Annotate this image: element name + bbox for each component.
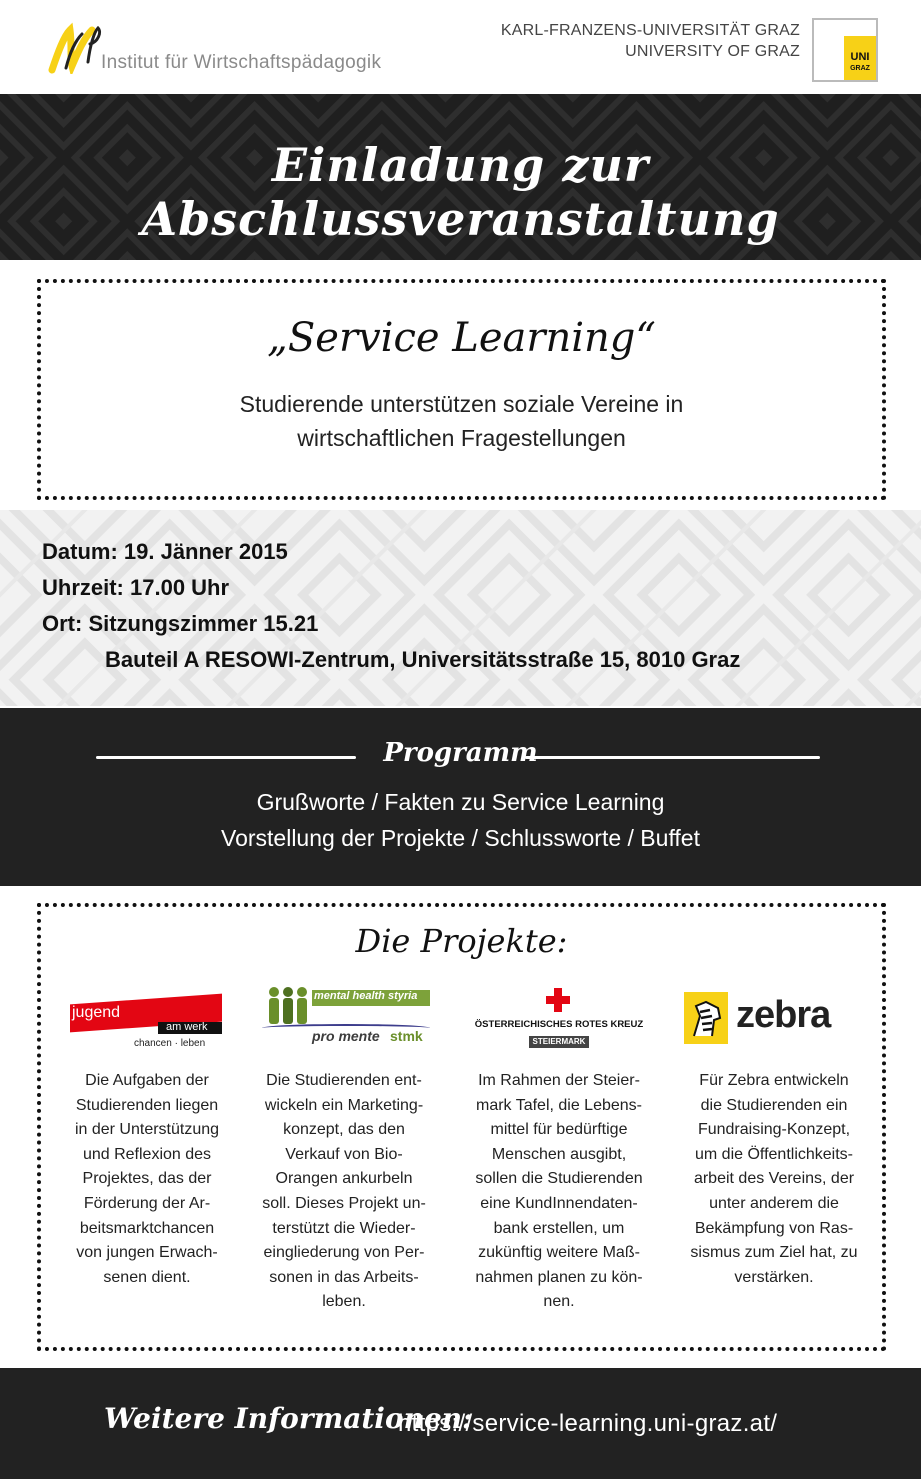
description-line: Studierenden liegen xyxy=(75,1096,219,1114)
description-line: eingliederung von Per- xyxy=(263,1244,425,1262)
description-line: sollen die Studierenden xyxy=(475,1170,643,1188)
description-line: bank erstellen, um xyxy=(493,1219,625,1237)
description-line: Verkauf von Bio- xyxy=(285,1145,403,1163)
event-address: Bauteil A RESOWI-Zentrum, Universitätsstraße 15, 8010 Graz xyxy=(105,647,741,672)
description-line: Menschen ausgibt, xyxy=(491,1145,627,1163)
uni-logo-subtext: GRAZ xyxy=(850,65,870,72)
description-line: Für Zebra entwickeln xyxy=(699,1072,849,1089)
zebra-logo xyxy=(684,992,856,1046)
logo-am-werk-text: am werk xyxy=(166,1021,208,1033)
description-line: mark Tafel, die Lebens- xyxy=(475,1096,642,1114)
description-line: sismus zum Ziel hat, zu xyxy=(690,1244,858,1262)
description-line: Orangen ankurbeln xyxy=(275,1170,413,1188)
university-name-en: UNIVERSITY OF GRAZ xyxy=(625,43,800,60)
footer-label: Weitere Informationen: xyxy=(104,1402,473,1435)
event-place: Ort: Sitzungszimmer 15.21 xyxy=(42,611,319,636)
description-line: soll. Dieses Projekt un- xyxy=(262,1194,426,1212)
project-description-pro-mente xyxy=(249,1069,439,1315)
description-line: senen dient. xyxy=(103,1268,191,1286)
projects-heading: Die Projekte: xyxy=(355,922,568,960)
description-line: leben. xyxy=(322,1293,366,1311)
logo-stmk-text: stmk xyxy=(390,1028,423,1044)
description-line: Projektes, das der xyxy=(82,1170,212,1188)
service-learning-title: „Service Learning“ xyxy=(267,315,656,361)
pro-mente-logo xyxy=(262,984,432,1054)
description-line: eine KundInnendaten- xyxy=(480,1194,638,1212)
institute-logo xyxy=(48,22,104,74)
description-line: von jungen Erwach- xyxy=(76,1244,218,1262)
description-line: nen. xyxy=(543,1293,575,1311)
university-name-de: KARL-FRANZENS-UNIVERSITÄT GRAZ xyxy=(500,22,800,39)
description-line: und Reflexion des xyxy=(82,1145,212,1163)
description-line: mittel für bedürftige xyxy=(490,1121,628,1139)
description-line: terstützt die Wieder- xyxy=(272,1219,416,1237)
description-line: verstärken. xyxy=(734,1268,814,1286)
description-line: die Studierenden ein xyxy=(700,1096,848,1114)
description-line: Die Aufgaben der xyxy=(85,1072,209,1089)
service-learning-subtitle-line1: Studierende unterstützen soziale Vereine in xyxy=(239,391,684,417)
jugend-am-werk-logo xyxy=(70,996,222,1052)
description-line: Fundraising-Konzept, xyxy=(697,1121,851,1139)
description-line: Bekämpfung von Ras- xyxy=(694,1219,854,1237)
project-description-rotes-kreuz xyxy=(464,1069,654,1315)
description-line: nahmen planen zu kön- xyxy=(475,1268,643,1286)
logo-zebra-text: zebra xyxy=(736,994,831,1036)
logo-rotes-kreuz-text: ÖSTERREICHISCHES ROTES KREUZ xyxy=(474,1019,644,1030)
event-date: Datum: 19. Jänner 2015 xyxy=(42,539,288,564)
description-line: Die Studierenden ent- xyxy=(266,1072,422,1089)
logo-mental-health-text: mental health styria xyxy=(314,990,418,1002)
project-description-jugend-am-werk xyxy=(52,1069,242,1290)
program-line1: Grußworte / Fakten zu Service Learning xyxy=(256,789,665,815)
service-learning-box xyxy=(37,279,886,500)
institute-name: Institut für Wirtschaftspädagogik xyxy=(101,52,382,73)
program-heading: Programm xyxy=(383,738,538,768)
description-line: beitsmarktchancen xyxy=(79,1219,215,1237)
description-line: arbeit des Vereins, der xyxy=(693,1170,855,1188)
description-line: unter anderem die xyxy=(709,1194,839,1212)
description-line: sonen in das Arbeits- xyxy=(269,1268,419,1286)
logo-jugend-text: jugend xyxy=(72,1004,121,1021)
uni-graz-logo xyxy=(812,18,878,82)
project-description-zebra xyxy=(679,1069,869,1290)
logo-steiermark-text: STEIERMARK xyxy=(529,1036,589,1048)
description-line: konzept, das den xyxy=(283,1121,405,1139)
page-title: Einladung zur Abschlussveranstaltung xyxy=(141,138,780,246)
description-line: Förderung der Ar- xyxy=(83,1194,211,1212)
description-line: in der Unterstützung xyxy=(74,1121,220,1139)
service-learning-subtitle-line2: wirtschaftlichen Fragestellungen xyxy=(297,425,626,451)
uni-logo-text: UNI xyxy=(850,51,870,63)
description-line: um die Öffentlichkeits- xyxy=(695,1145,853,1163)
event-time: Uhrzeit: 17.00 Uhr xyxy=(42,575,230,600)
red-cross-icon xyxy=(546,988,570,1012)
logo-tagline: chancen · leben xyxy=(134,1038,206,1049)
info-url-link[interactable]: https://service-learning.uni-graz.at/ xyxy=(398,1410,778,1437)
zebra-icon xyxy=(690,998,724,1038)
description-line: zukünftig weitere Maß- xyxy=(478,1244,640,1262)
description-line: Im Rahmen der Steier- xyxy=(478,1072,640,1089)
description-line: wickeln ein Marketing- xyxy=(264,1096,424,1114)
program-line2: Vorstellung der Projekte / Schlussworte / Buffet xyxy=(221,825,700,851)
rotes-kreuz-logo xyxy=(474,988,644,1050)
logo-pro-mente-text: pro mente xyxy=(312,1028,380,1044)
